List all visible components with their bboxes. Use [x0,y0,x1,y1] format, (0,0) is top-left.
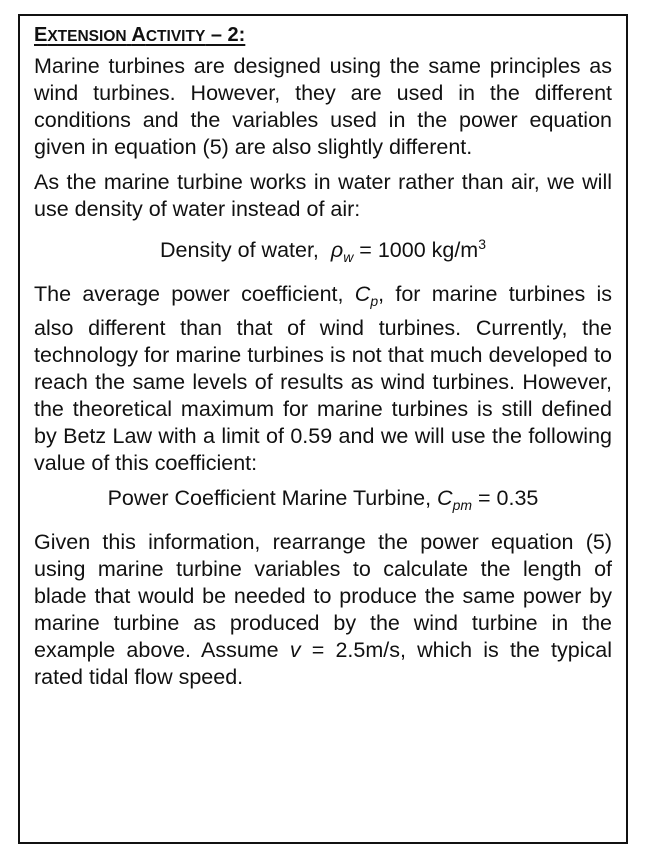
heading-word: XTENSION [47,28,127,45]
paragraph-power-coefficient [34,281,612,477]
density-label: Density of water, [159,238,319,262]
paragraph-intro: Marine turbines are designed using the same principles as wind turbines. However, they are used in the different conditions and the variables used in the power equation given in equation (5) are also slightly different. [34,54,612,159]
rho-subscript: w [343,249,354,265]
density-value: = 1000 kg/m [359,238,479,262]
cpm-label: Power Coefficient Marine Turbine, [107,486,432,510]
cp-text-before: The average power coefficient, [34,282,344,306]
paragraph-task [34,529,612,691]
extension-activity-box [18,14,628,844]
velocity-symbol: v [289,638,301,662]
activity-heading [34,24,612,47]
cpm-value: = 0.35 [478,486,539,510]
density-unit-exponent: 3 [478,236,487,252]
cp-text-after: , for marine turbines is also different than that of wind turbines. Currently, the technology for marine turbines is not that much developed to reach the same levels of results as wind turbines. However, the theoretical maximum for marine turbines is still defined by Betz Law with a limit of 0.59 and we will use the following value of this coefficient: [34,282,612,475]
density-equation [34,231,612,271]
heading-letter: E [34,24,48,46]
cpm-symbol: C [437,486,453,510]
heading-number: – 2: [205,24,246,46]
rho-symbol: ρ [330,238,344,262]
cpm-subscript: pm [452,497,473,513]
heading-word: CTIVITY [145,28,206,45]
cp-symbol: C [354,282,371,306]
cpm-equation [34,485,612,519]
heading-letter: A [131,24,146,46]
paragraph-density: As the marine turbine works in water rather than air, we will use density of water instead of air: [34,170,612,221]
task-text-after: = 2.5m/s, which is the typical rated tidal flow speed. [34,638,612,689]
task-text-before: Given this information, rearrange the power equation (5) using marine turbine variables to calculate the length of blade that would be needed to produce the same power by marine turbine as produced by the wind turbine in the example above. Assume [34,530,612,662]
cp-subscript: p [370,293,379,309]
